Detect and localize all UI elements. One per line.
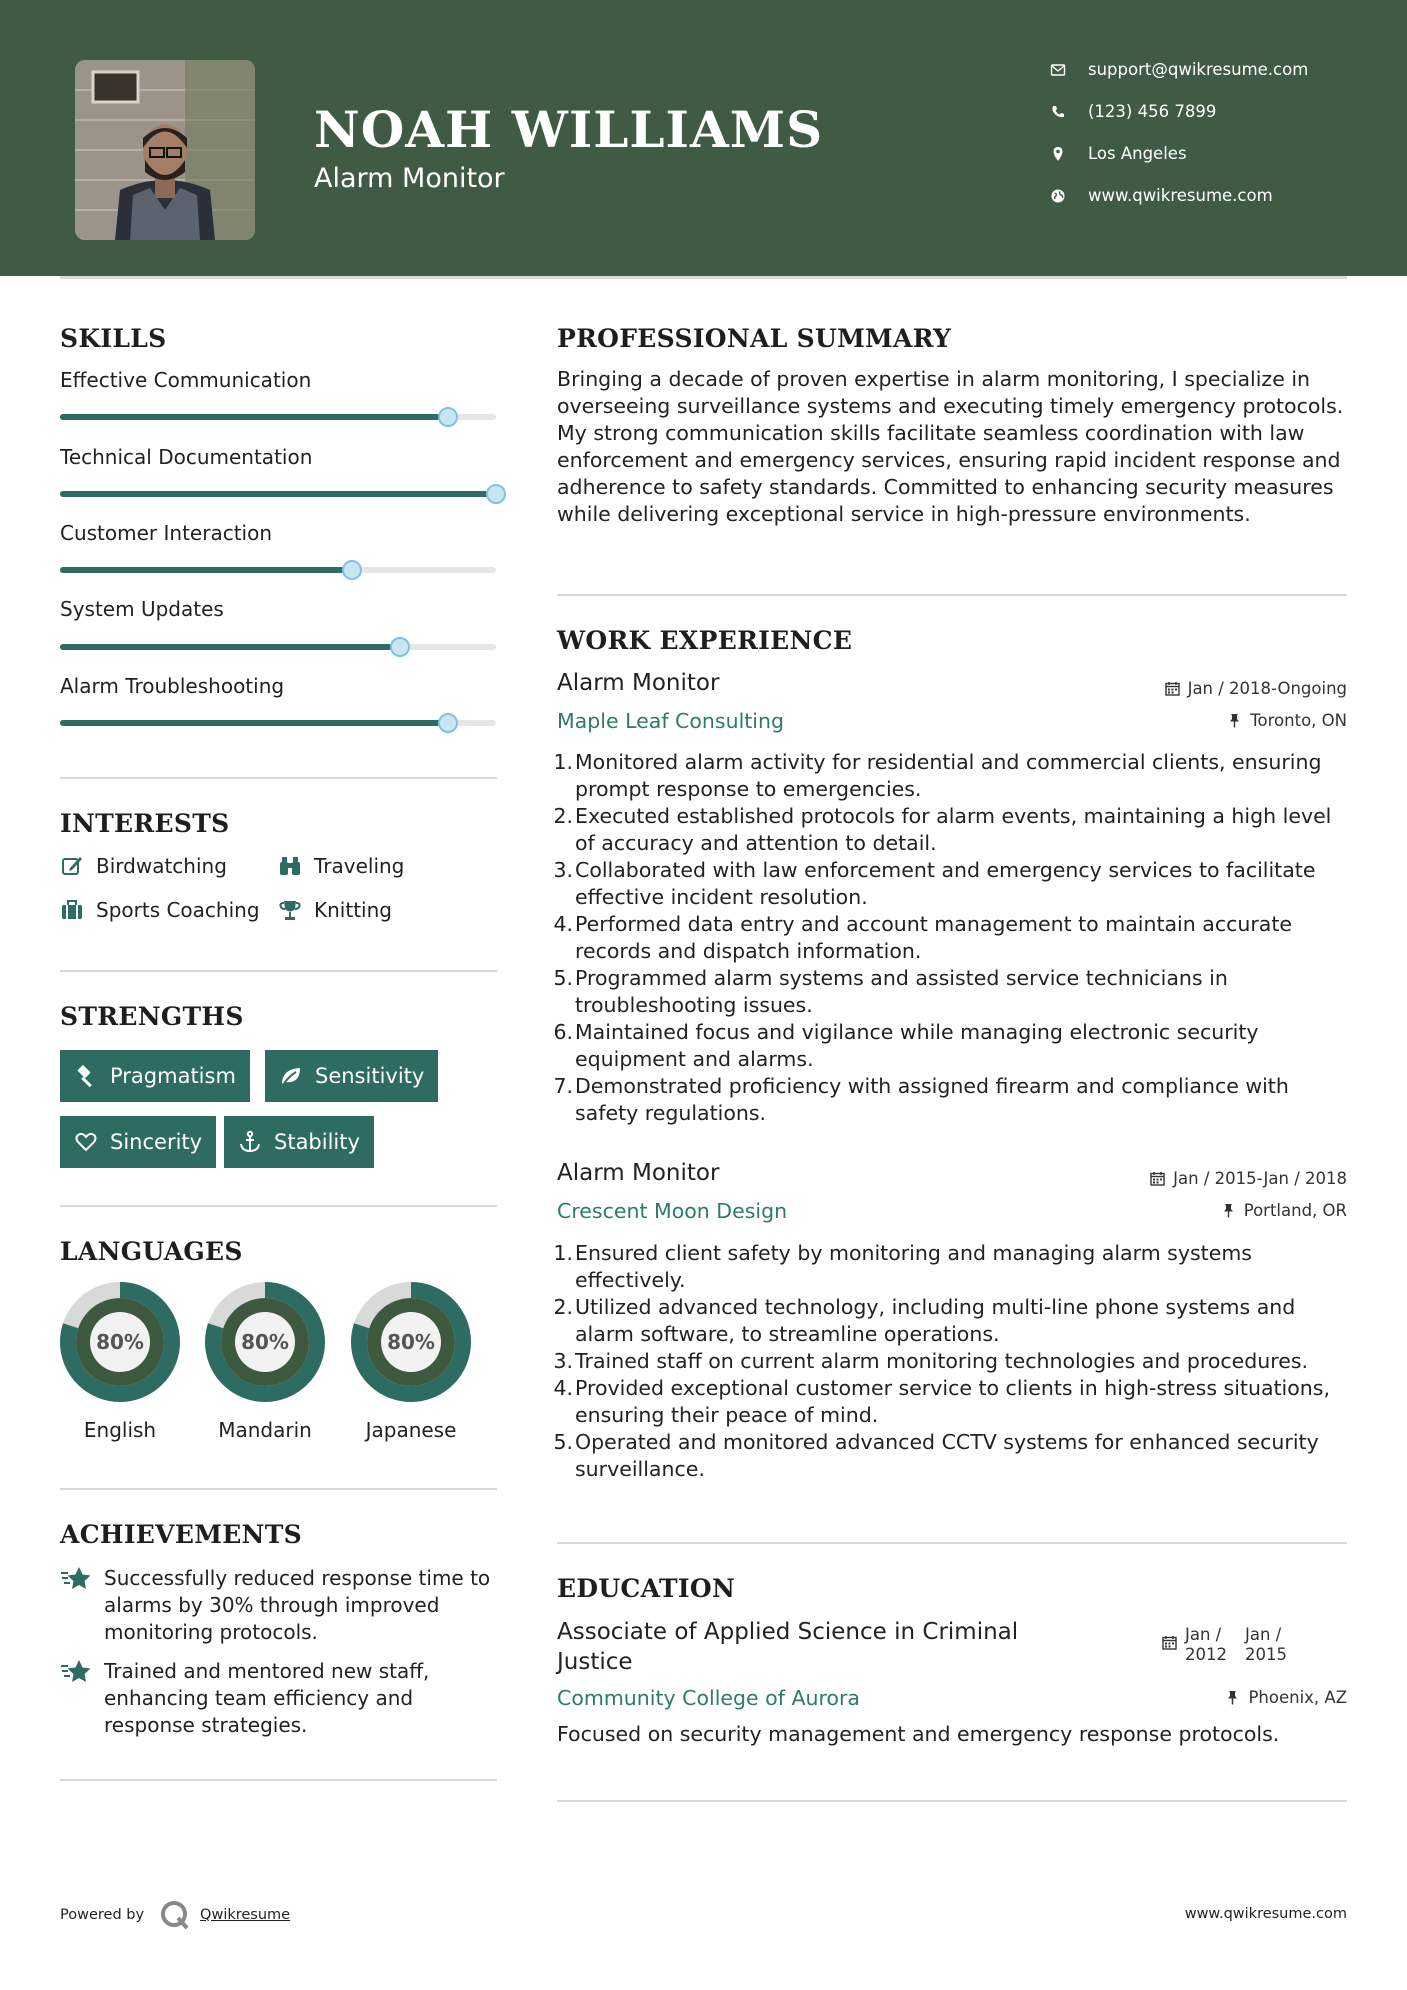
interest-item (278, 854, 404, 878)
location-pin-icon (1050, 146, 1066, 162)
duty-item: 4. Performed data entry and account management to maintain accurate records and dispatch information. (553, 912, 1292, 963)
job-location (1221, 1201, 1347, 1220)
footer-powered-by (60, 1898, 290, 1932)
powered-by-text: Powered by (60, 1907, 145, 1923)
education-start-date: Jan / 2012 (1185, 1625, 1227, 1664)
star-medal-icon (60, 1565, 92, 1593)
strength-label: Sensitivity (315, 1064, 425, 1088)
strength-label: Sincerity (110, 1130, 203, 1154)
skill-bar-knob (438, 407, 458, 427)
edit-icon (60, 854, 84, 878)
job-dates (1150, 1169, 1347, 1188)
section-divider (557, 594, 1347, 596)
language-label: Mandarin (218, 1418, 312, 1442)
envelope-icon (1050, 62, 1066, 78)
duty-item: 4. Provided exceptional customer service to clients in high-stress situations, ensuring their peace of mind. (553, 1376, 1330, 1427)
duty-item: 3. Collaborated with law enforcement and emergency services to facilitate effective incident resolution. (553, 858, 1316, 909)
interests-heading: INTERESTS (60, 809, 230, 838)
duty-item: 2. Executed established protocols for alarm events, maintaining a high level of accuracy and attention to detail. (553, 804, 1332, 855)
pushpin-icon (1221, 1203, 1236, 1218)
strength-label: Stability (274, 1130, 360, 1154)
section-divider (60, 1779, 497, 1781)
skill-bar (60, 567, 496, 573)
candidate-name: NOAH WILLIAMS (314, 100, 824, 159)
strength-tag (265, 1050, 438, 1102)
language-label: Japanese (365, 1418, 457, 1442)
strength-tag (60, 1050, 250, 1102)
duty-item: 5. Programmed alarm systems and assisted service technicians in troubleshooting issues. (553, 966, 1228, 1017)
star-medal-icon (60, 1658, 92, 1686)
calendar-icon (1150, 1171, 1165, 1186)
duty-item: 3. Trained staff on current alarm monitoring technologies and procedures. (553, 1349, 1309, 1373)
section-divider (60, 1205, 497, 1207)
interest-label: Traveling (314, 854, 405, 878)
achievement-item (60, 1565, 500, 1646)
education-heading: EDUCATION (557, 1574, 736, 1603)
job-location (1227, 711, 1347, 730)
contact-website[interactable] (1050, 186, 1273, 205)
achievement-text: Trained and mentored new staff, enhancing team efficiency and response strategies. (104, 1659, 430, 1737)
education-location (1225, 1688, 1347, 1707)
duty-item: 2. Utilized advanced technology, including multi-line phone systems and alarm software, to streamline operations. (553, 1295, 1296, 1346)
language-ring (349, 1280, 473, 1404)
section-divider (557, 1800, 1347, 1802)
job-duties-list (553, 1240, 1350, 1483)
job-company: Crescent Moon Design (557, 1199, 788, 1223)
pushpin-icon (1225, 1690, 1240, 1705)
skill-bar-knob (486, 484, 506, 504)
education-dates (1162, 1625, 1293, 1665)
strength-label: Pragmatism (110, 1064, 236, 1088)
job-company: Maple Leaf Consulting (557, 709, 785, 733)
skill-bar-knob (438, 713, 458, 733)
profile-photo (75, 60, 255, 240)
language-percent: 80% (387, 1330, 435, 1354)
contact-website-text: www.qwikresume.com (1088, 186, 1273, 205)
summary-text: Bringing a decade of proven expertise in alarm monitoring, I specialize in overseeing surveillance systems and executing timely emergency protocols. My strong communication skills facilitate seamless coordination with law enforcement and emergency services, ensuring rapid incident response and adherence to safety standards. Committed to enhancing security measures while delivering exceptional service in high-pressure environments. (557, 367, 1344, 526)
contact-phone-text: (123) 456 7899 (1088, 102, 1217, 121)
skill-bar-fill (60, 491, 496, 497)
footer-website[interactable]: www.qwikresume.com (1184, 1906, 1347, 1922)
experience-heading: WORK EXPERIENCE (557, 626, 853, 655)
achievement-item (60, 1658, 500, 1739)
education-end-date: Jan / 2015 (1245, 1625, 1287, 1664)
briefcase-icon (60, 898, 84, 922)
skill-bar (60, 491, 496, 497)
section-divider (557, 1542, 1347, 1544)
calendar-icon (1165, 681, 1180, 696)
job-title: Alarm Monitor (557, 670, 720, 696)
interest-label: Sports Coaching (96, 898, 260, 922)
job-title: Alarm Monitor (557, 1160, 720, 1186)
skill-bar-fill (60, 567, 352, 573)
strength-tag (224, 1116, 374, 1168)
skill-bar-fill (60, 644, 400, 650)
job-dates (1165, 679, 1347, 698)
job-location-text: Portland, OR (1243, 1201, 1347, 1220)
contact-email[interactable] (1050, 60, 1308, 79)
qwikresume-logo-icon (158, 1898, 192, 1932)
language-percent: 80% (241, 1330, 289, 1354)
job-duties-list (553, 749, 1350, 1127)
job-dates-text: Jan / 2018-Ongoing (1187, 679, 1347, 698)
calendar-icon (1162, 1635, 1177, 1650)
contact-location (1050, 144, 1187, 163)
header-divider (60, 276, 1347, 279)
duty-item: 1. Ensured client safety by monitoring and managing alarm systems effectively. (553, 1241, 1252, 1292)
language-label: English (83, 1418, 157, 1442)
section-divider (60, 1488, 497, 1490)
skill-bar-fill (60, 720, 448, 726)
education-description: Focused on security management and emergency response protocols. (557, 1722, 1280, 1746)
achievements-heading: ACHIEVEMENTS (60, 1520, 302, 1549)
interest-item (60, 854, 227, 878)
languages-heading: LANGUAGES (60, 1237, 243, 1266)
section-divider (60, 970, 497, 972)
language-ring (58, 1280, 182, 1404)
skill-label: Alarm Troubleshooting (60, 674, 285, 698)
globe-icon (1050, 188, 1066, 204)
duty-item: 5. Operated and monitored advanced CCTV systems for enhanced security surveillance. (553, 1430, 1319, 1481)
interest-label: Knitting (314, 898, 392, 922)
language-ring (203, 1280, 327, 1404)
contact-phone[interactable] (1050, 102, 1216, 121)
education-degree: Associate of Applied Science in Criminal Justice (557, 1619, 1019, 1675)
skill-bar-knob (390, 637, 410, 657)
leaf-icon (279, 1064, 303, 1088)
binoculars-icon (278, 854, 302, 878)
summary-heading: PROFESSIONAL SUMMARY (557, 324, 952, 353)
skill-bar-fill (60, 414, 448, 420)
pushpin-icon (1227, 713, 1242, 728)
skill-label: Customer Interaction (60, 521, 273, 545)
header-banner (0, 0, 1407, 276)
strengths-heading: STRENGTHS (60, 1002, 244, 1031)
skills-heading: SKILLS (60, 324, 167, 353)
interest-item (278, 898, 392, 922)
achievement-text: Successfully reduced response time to alarms by 30% through improved monitoring protocols. (104, 1566, 491, 1644)
skill-bar (60, 644, 496, 650)
job-location-text: Toronto, ON (1250, 711, 1347, 730)
trophy-icon (278, 898, 302, 922)
skill-bar (60, 414, 496, 420)
skill-label: Technical Documentation (60, 445, 313, 469)
gavel-icon (74, 1064, 98, 1088)
contact-email-text: support@qwikresume.com (1088, 60, 1309, 79)
education-location-text: Phoenix, AZ (1248, 1688, 1347, 1707)
heart-icon (74, 1130, 98, 1154)
strength-tag (60, 1116, 216, 1168)
duty-item: 7. Demonstrated proficiency with assigned firearm and compliance with safety regulations. (553, 1074, 1289, 1125)
phone-icon (1050, 104, 1066, 120)
education-school: Community College of Aurora (557, 1686, 860, 1710)
language-percent: 80% (96, 1330, 144, 1354)
contact-location-text: Los Angeles (1088, 144, 1187, 163)
job-dates-text: Jan / 2015-Jan / 2018 (1173, 1169, 1347, 1188)
duty-item: 6. Maintained focus and vigilance while managing electronic security equipment and alarms. (553, 1020, 1259, 1071)
skill-label: Effective Communication (60, 368, 312, 392)
candidate-title: Alarm Monitor (314, 163, 505, 194)
duty-item: 1. Monitored alarm activity for residential and commercial clients, ensuring prompt response to emergencies. (553, 750, 1322, 801)
anchor-icon (238, 1130, 262, 1154)
qwikresume-link[interactable]: Qwikresume (200, 1907, 291, 1923)
section-divider (60, 777, 497, 779)
interest-label: Birdwatching (96, 854, 227, 878)
skill-label: System Updates (60, 597, 224, 621)
skill-bar-knob (342, 560, 362, 580)
interest-item (60, 898, 260, 922)
skill-bar (60, 720, 496, 726)
